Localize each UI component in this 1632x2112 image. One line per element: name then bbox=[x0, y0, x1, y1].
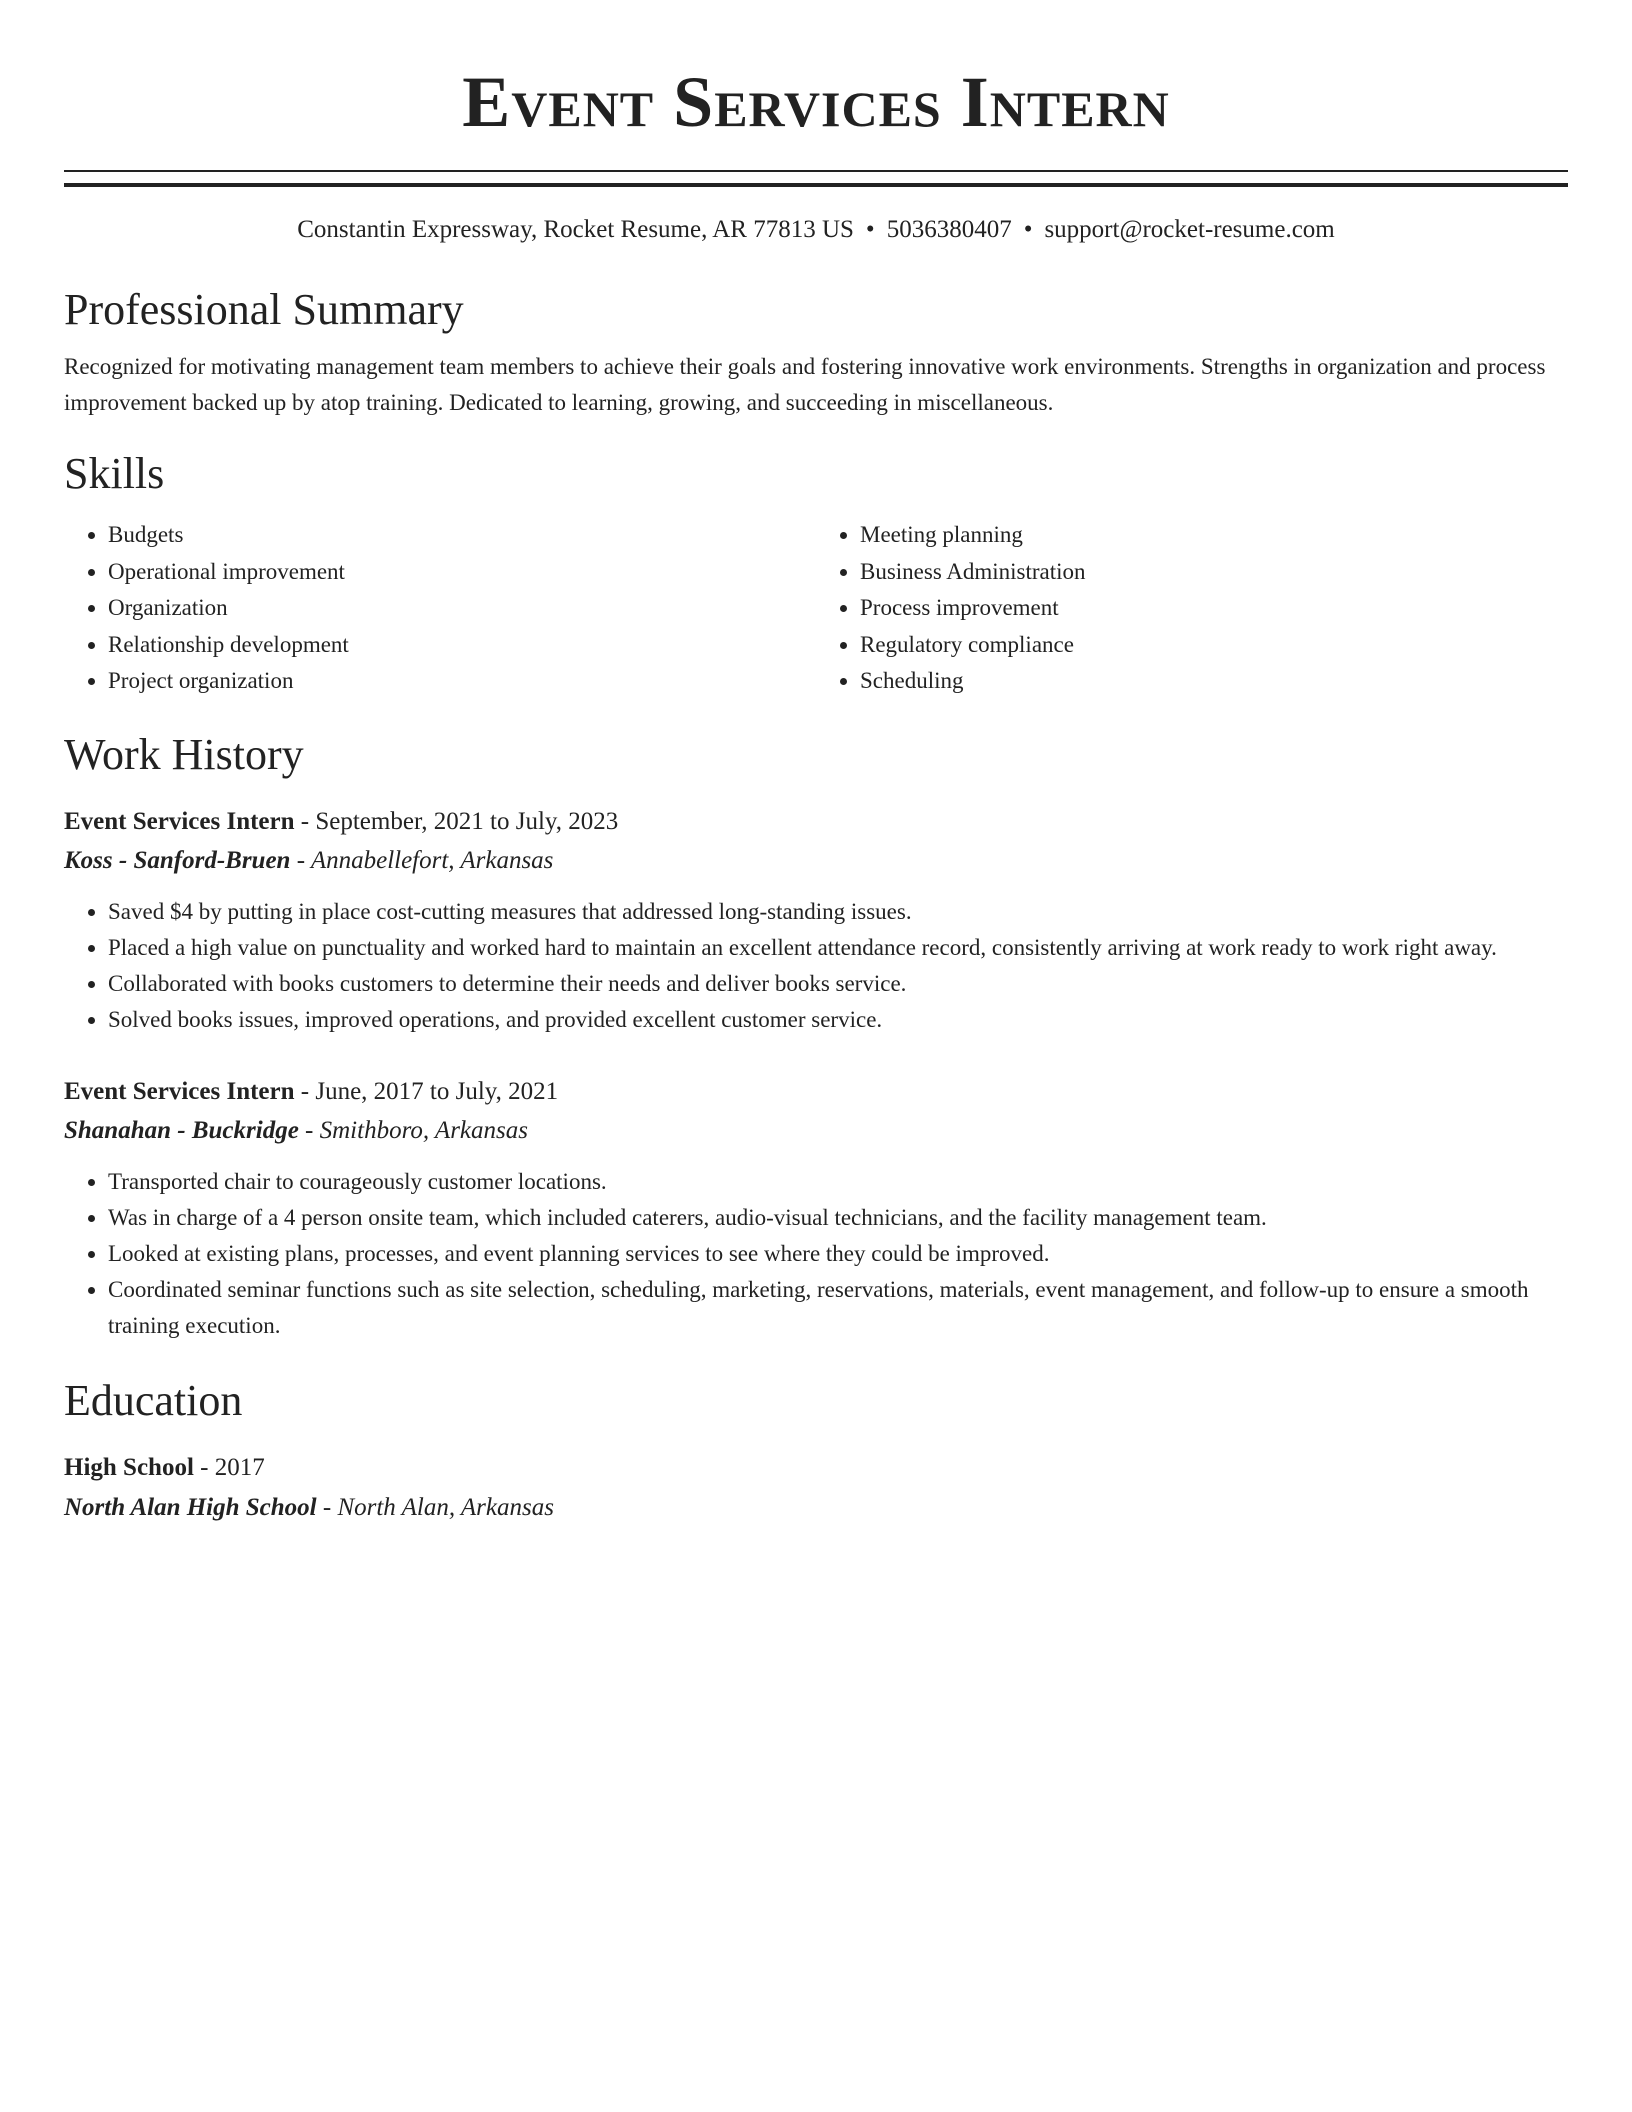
job-location: - Smithboro, Arkansas bbox=[298, 1116, 528, 1144]
job-bullet: • Looked at existing plans, processes, and event planning services to see where they could be improved. bbox=[108, 1236, 1568, 1272]
skill-item: • Meeting planning bbox=[860, 517, 1568, 554]
job-entry bbox=[64, 1072, 1568, 1344]
contact-separator: • bbox=[1023, 216, 1033, 243]
summary-heading: Professional Summary bbox=[64, 285, 464, 334]
skill-item: • Process improvement bbox=[860, 590, 1568, 627]
job-company: Koss - Sanford-Bruen bbox=[64, 846, 291, 874]
contact-phone: 5036380407 bbox=[886, 216, 1012, 243]
contact-separator: • bbox=[865, 216, 875, 243]
education-degree: High School bbox=[64, 1453, 194, 1481]
job-bullet: • Solved books issues, improved operations, and provided excellent customer service. bbox=[108, 1002, 1568, 1038]
job-bullet: • Was in charge of a 4 person onsite team, which included caterers, audio-visual technicians, and the facility management team. bbox=[108, 1200, 1568, 1236]
skill-item: • Business Administration bbox=[860, 554, 1568, 591]
skill-item: • Project organization bbox=[108, 663, 816, 700]
education-entry bbox=[64, 1448, 1568, 1528]
job-bullet: • Collaborated with books customers to determine their needs and deliver books service. bbox=[108, 966, 1568, 1002]
skill-item: • Scheduling bbox=[860, 663, 1568, 700]
education-location: - North Alan, Arkansas bbox=[316, 1493, 554, 1521]
summary-text: Recognized for motivating management team members to achieve their goals and fostering innovative work environments. Strengths in organization and process improvement backed up by atop training. Dedicated to learning, growing, and succeeding in miscellaneous. bbox=[64, 354, 1546, 415]
skills-list bbox=[64, 517, 1568, 700]
job-company: Shanahan - Buckridge bbox=[64, 1116, 299, 1144]
contact-address: Constantin Expressway, Rocket Resume, AR 77813 US bbox=[297, 216, 854, 243]
job-dates: - September, 2021 to July, 2023 bbox=[294, 807, 619, 835]
job-entry bbox=[64, 802, 1568, 1038]
job-title: Event Services Intern bbox=[64, 807, 295, 835]
job-bullet: • Placed a high value on punctuality and worked hard to maintain an excellent attendance record, consistently arriving at work ready to work right away. bbox=[108, 930, 1568, 966]
education-year: - 2017 bbox=[193, 1453, 265, 1481]
job-title-line bbox=[64, 1072, 1568, 1111]
skill-item: • Budgets bbox=[108, 517, 816, 554]
job-location: - Annabellefort, Arkansas bbox=[290, 846, 554, 874]
education-heading: Education bbox=[64, 1375, 243, 1425]
education-degree-line bbox=[64, 1448, 1568, 1488]
job-company-line bbox=[64, 841, 1568, 880]
job-dates: - June, 2017 to July, 2021 bbox=[294, 1077, 559, 1105]
job-bullet: • Saved $4 by putting in place cost-cutting measures that addressed long-standing issues. bbox=[108, 894, 1568, 930]
skill-item: • Organization bbox=[108, 590, 816, 627]
contact-email: support@rocket-resume.com bbox=[1044, 216, 1335, 243]
skill-item: • Operational improvement bbox=[108, 554, 816, 591]
contact-line bbox=[64, 213, 1568, 247]
job-company-line bbox=[64, 1111, 1568, 1150]
job-bullet: • Transported chair to courageously customer locations. bbox=[108, 1164, 1568, 1200]
job-bullet: • Coordinated seminar functions such as site selection, scheduling, marketing, reservations, materials, event management, and follow-up to ensure a smooth training execution. bbox=[108, 1272, 1568, 1344]
education-school: North Alan High School bbox=[64, 1493, 317, 1521]
skill-item: • Regulatory compliance bbox=[860, 627, 1568, 664]
skill-item: • Relationship development bbox=[108, 627, 816, 664]
job-title-line bbox=[64, 802, 1568, 841]
skills-column-right bbox=[816, 517, 1568, 700]
job-bullets bbox=[64, 1164, 1568, 1344]
skills-heading: Skills bbox=[64, 449, 165, 498]
resume-page bbox=[64, 0, 1568, 1528]
work-history-heading: Work History bbox=[64, 729, 304, 779]
resume-title: Event Services Intern bbox=[462, 62, 1170, 142]
education-school-line bbox=[64, 1488, 1568, 1528]
job-bullets bbox=[64, 894, 1568, 1038]
title-divider bbox=[64, 170, 1568, 187]
skills-column-left bbox=[64, 517, 816, 700]
job-title: Event Services Intern bbox=[64, 1077, 295, 1105]
